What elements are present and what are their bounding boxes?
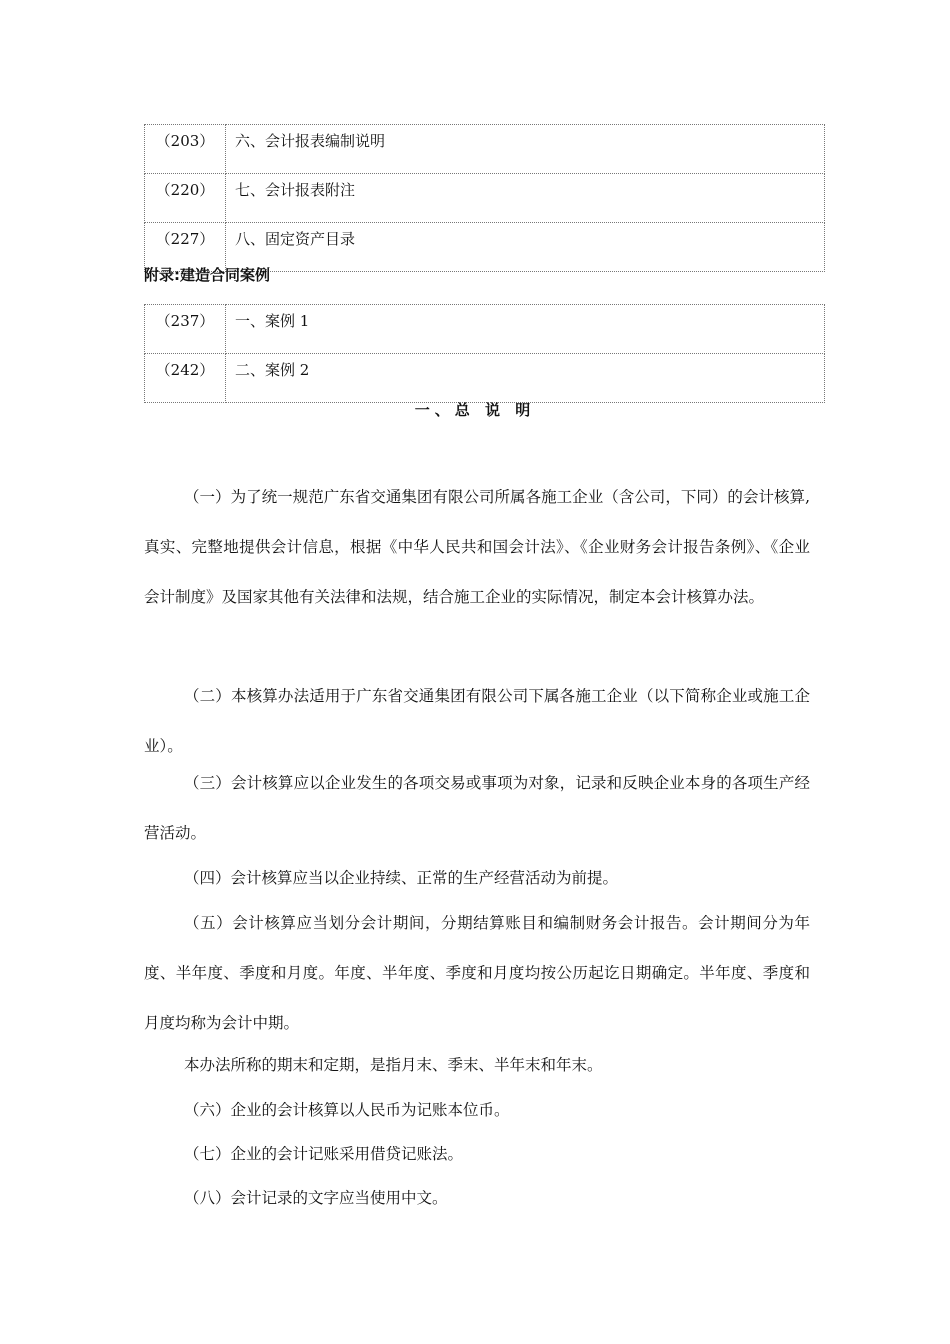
paragraph-3: （三）会计核算应以企业发生的各项交易或事项为对象，记录和反映企业本身的各项生产经营活动。: [144, 774, 810, 842]
toc-entry-title: 八、固定资产目录: [226, 223, 825, 272]
toc-row: [145, 174, 825, 223]
paragraph-9: （八）会计记录的文字应当使用中文。: [184, 1189, 448, 1207]
toc-page-number: （220）: [145, 174, 226, 223]
appendix-title: 附录:建造合同案例: [144, 266, 270, 284]
paragraph-1: （一）为了统一规范广东省交通集团有限公司所属各施工企业（含公司，下同）的会计核算,真实、完整地提供会计信息，根据《中华人民共和国会计法》、《企业财务会计报告条例》、《企业会计制度》及国家其他有关法律和法规，结合施工企业的实际情况，制定本会计核算办法。: [144, 488, 810, 606]
toc-entry-title: 二、案例 2: [226, 354, 825, 403]
toc-entry-title: 一、案例 1: [226, 305, 825, 354]
paragraph-5: （五）会计核算应当划分会计期间，分期结算账目和编制财务会计报告。会计期间分为年度、半年度、季度和月度。年度、半年度、季度和月度均按公历起讫日期确定。半年度、季度和月度均称为会计中期。: [144, 914, 810, 1032]
toc-entry-title: 六、会计报表编制说明: [226, 125, 825, 174]
paragraph-6: 本办法所称的期末和定期，是指月末、季末、半年末和年末。: [184, 1056, 603, 1074]
toc-row: [145, 305, 825, 354]
paragraph-7: （六）企业的会计核算以人民币为记账本位币。: [184, 1101, 510, 1119]
toc-row: [145, 125, 825, 174]
paragraph-8: （七）企业的会计记账采用借贷记账法。: [184, 1145, 464, 1163]
toc-entry-title: 七、会计报表附注: [226, 174, 825, 223]
toc-page-number: （242）: [145, 354, 226, 403]
section-heading: 一、总 说 明: [414, 401, 536, 419]
paragraph-2: （二）本核算办法适用于广东省交通集团有限公司下属各施工企业（以下简称企业或施工企业）。: [144, 687, 810, 755]
toc-page-number: （227）: [145, 223, 226, 272]
toc-table-appendix: [144, 304, 825, 403]
toc-row: [145, 354, 825, 403]
toc-page-number: （203）: [145, 125, 226, 174]
toc-page-number: （237）: [145, 305, 226, 354]
paragraph-4: （四）会计核算应当以企业持续、正常的生产经营活动为前提。: [184, 869, 619, 887]
toc-table-main: [144, 124, 825, 272]
